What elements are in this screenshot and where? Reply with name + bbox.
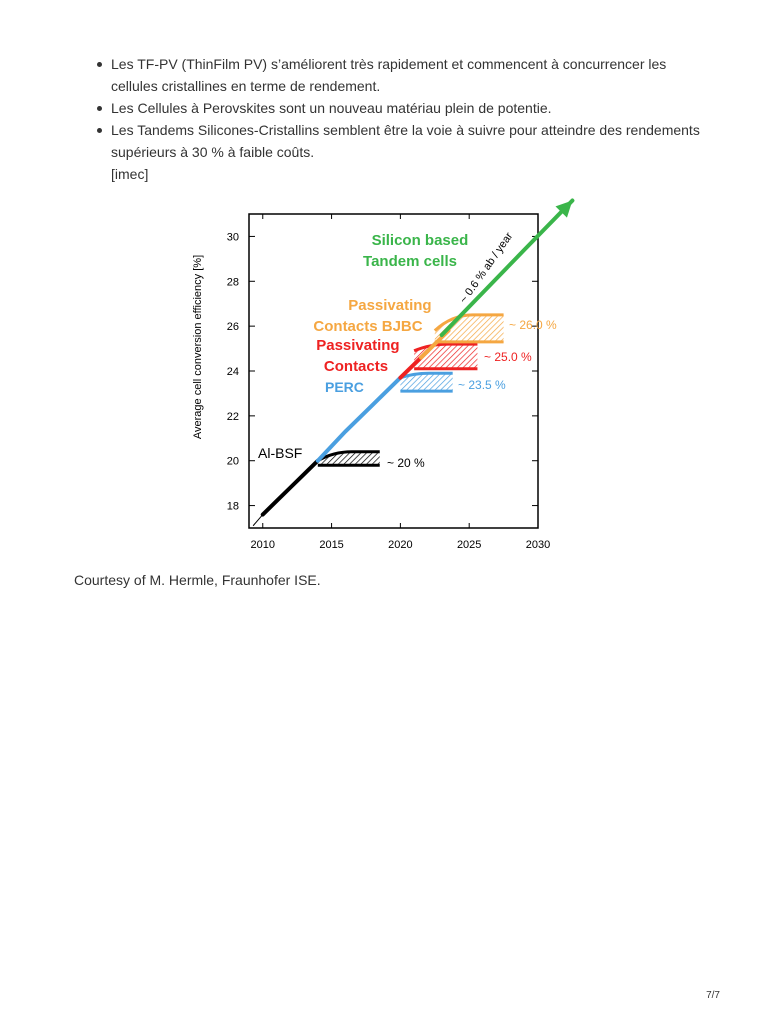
target-label-al-bsf: ~ 20 % [387,456,425,470]
trend-rate-label: ~ 0.6 % ab / year [457,230,516,306]
bullet-item: Les Cellules à Perovskites sont un nouveau matériau plein de potentie. [94,97,704,119]
y-tick-label: 28 [226,276,239,289]
y-axis-label: Average cell conversion efficiency [%] [192,254,204,440]
x-tick-label: 2030 [525,539,551,551]
target-label-passivating: ~ 25.0 % [484,350,532,364]
label-silicon-tandem: Silicon based Tandem cells [363,232,469,270]
page-number: 7/7 [706,990,720,1001]
x-tick-label: 2025 [456,539,482,551]
bullet-item: Les Tandems Silicones-Cristallins semblent être la voie à suivre pour atteindre des rendements supérieurs à 30 % à faible coûts. [94,119,704,163]
trend-line-silicon-tandem [442,201,573,336]
label-passivating-contacts: Passivating Contacts [316,337,400,375]
target-label-bjbc: ~ 26.0 % [509,318,557,332]
y-tick-label: 22 [226,410,239,423]
target-label-perc: ~ 23.5 % [458,378,506,392]
plateau-band-passivating-bjbc [435,315,504,342]
y-tick-label: 20 [226,455,239,468]
label-perc: PERC [325,379,364,395]
x-tick-label: 2010 [250,539,276,551]
label-passivating-contacts-bjbc: Passivating Contacts BJBC [313,297,432,335]
y-tick-label: 26 [226,321,239,334]
y-tick-label: 18 [226,500,239,513]
bullet-item: Les TF-PV (ThinFilm PV) s’améliorent très rapidement et commencent à concurrencer les cellules cristallines en terme de rendement. [94,53,704,97]
x-tick-label: 2015 [319,539,344,551]
y-tick-label: 30 [226,231,239,244]
efficiency-chart [180,192,580,562]
label-al-bsf: Al-BSF [258,445,303,461]
bullet-list [94,53,704,163]
y-tick-label: 24 [226,366,239,378]
figure-caption: Courtesy of M. Hermle, Fraunhofer ISE. [74,572,321,588]
trend-line-al-bsf [263,461,318,515]
trend-extension [253,515,263,526]
x-tick-label: 2020 [388,539,413,551]
source-note: [imec] [111,166,149,182]
